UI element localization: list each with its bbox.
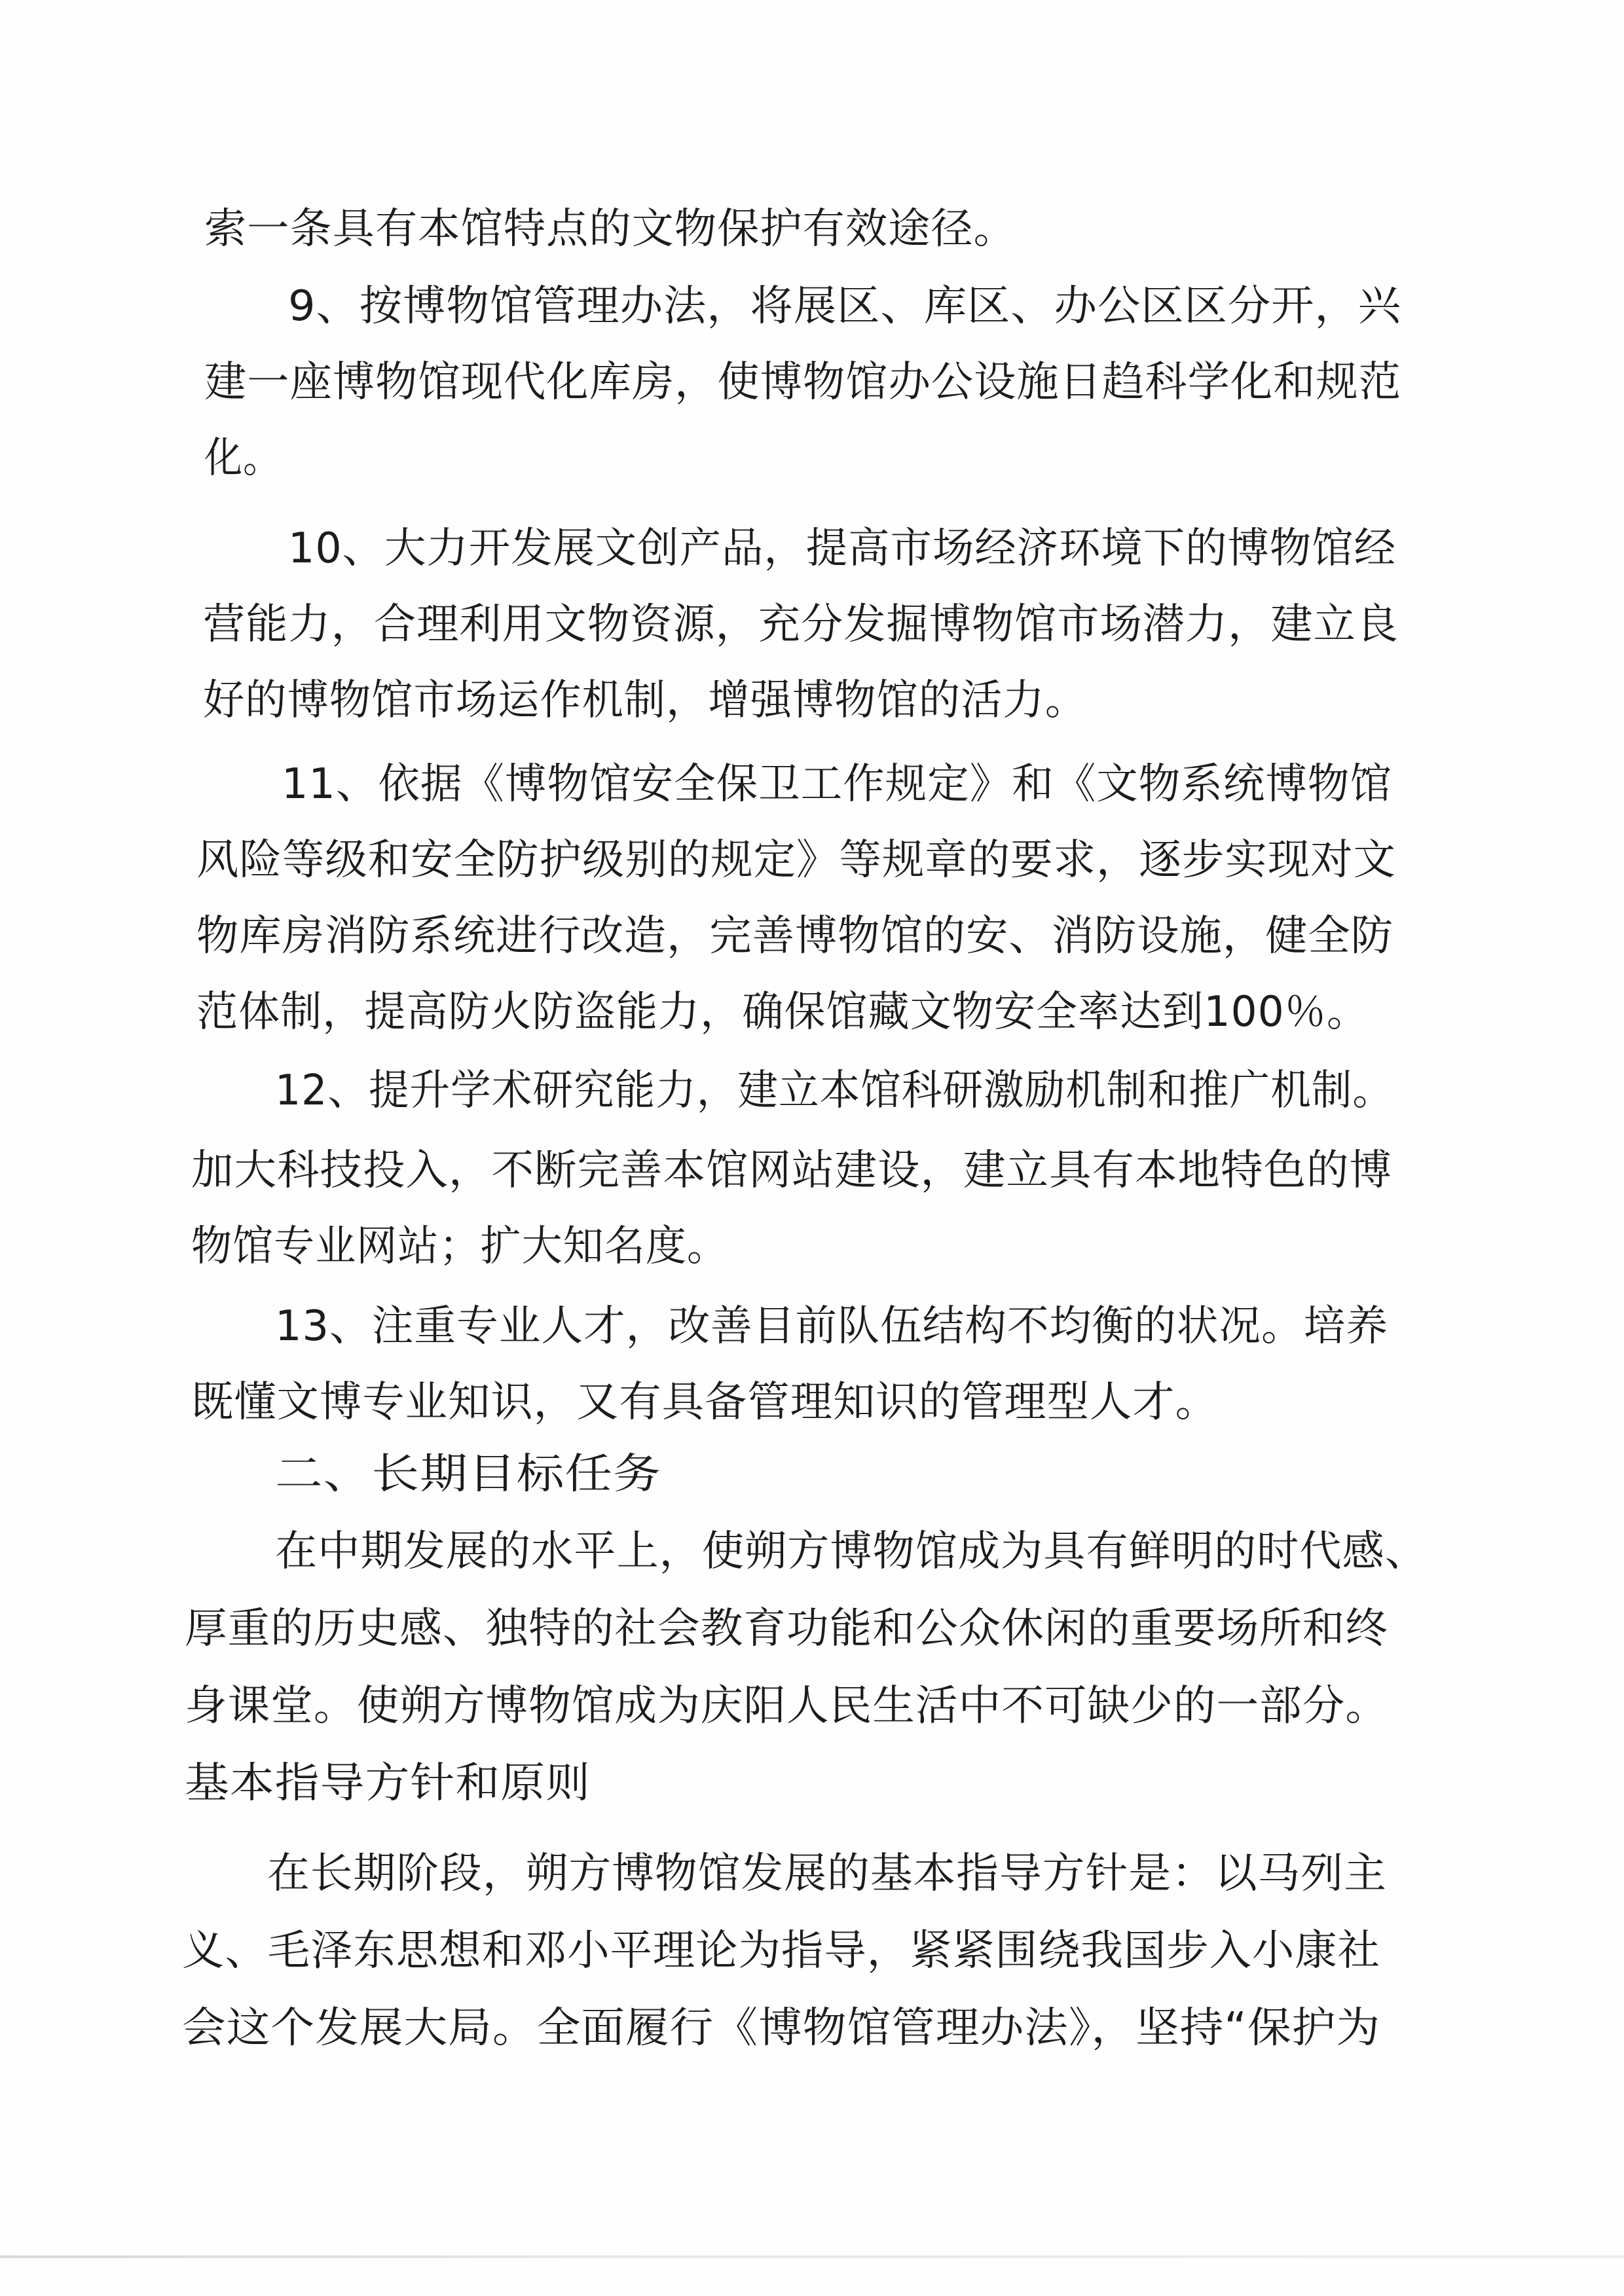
body-line-05: 10、大力开发展文创产品，提高市场经济环境下的博物馆经 <box>288 524 1397 573</box>
body-line-07: 好的博物馆市场运作机制，增强博物馆的活力。 <box>203 676 1087 725</box>
body-line-16: 既懂文博专业知识，又有具备管理知识的管理型人才。 <box>191 1378 1218 1427</box>
body-line-18: 在中期发展的水平上，使朔方博物馆成为具有鲜明的时代感、 <box>275 1527 1428 1576</box>
body-line-02: 9、按博物馆管理办法，将展区、库区、办公区区分开，兴 <box>288 282 1402 331</box>
body-line-04: 化。 <box>204 434 282 483</box>
body-line-06: 营能力，合理利用文物资源，充分发掘博物馆市场潜力，建立良 <box>203 600 1399 649</box>
scan-edge-line <box>0 2255 1624 2258</box>
body-line-01: 索一条具有本馆特点的文物保护有效途径。 <box>204 205 1016 253</box>
body-line-03: 建一座博物馆现代化库房，使博物馆办公设施日趋科学化和规范 <box>204 358 1402 407</box>
body-line-22: 在长期阶段，朔方博物馆发展的基本指导方针是：以马列主 <box>267 1850 1387 1898</box>
body-line-09: 风险等级和安全防护级别的规定》等规章的要求，逐步实现对文 <box>196 836 1397 884</box>
body-line-10: 物库房消防系统进行改造，完善博物馆的安、消防设施，健全防 <box>196 912 1394 960</box>
body-line-14: 物馆专业网站；扩大知名度。 <box>191 1222 728 1271</box>
body-line-20: 身课堂。使朔方博物馆成为庆阳人民生活中不可缺少的一部分。 <box>185 1682 1389 1730</box>
body-line-24: 会这个发展大局。全面履行《博物馆管理办法》，坚持“保护为 <box>182 2004 1381 2052</box>
body-line-15: 13、注重专业人才，改善目前队伍结构不均衡的状况。培养 <box>275 1302 1389 1351</box>
body-line-23: 义、毛泽东思想和邓小平理论为指导，紧紧围绕我国步入小康社 <box>182 1927 1381 1975</box>
body-line-11: 范体制，提高防火防盗能力，确保馆藏文物安全率达到100％。 <box>196 988 1369 1036</box>
body-line-08: 11、依据《博物馆安全保卫工作规定》和《文物系统博物馆 <box>282 760 1392 809</box>
section-heading: 二、长期目标任务 <box>275 1450 661 1499</box>
body-line-13: 加大科技投入，不断完善本馆网站建设，建立具有本地特色的博 <box>191 1146 1393 1195</box>
body-line-19: 厚重的历史感、独特的社会教育功能和公众休闲的重要场所和终 <box>185 1605 1389 1653</box>
subsection-heading: 基本指导方针和原则 <box>185 1759 591 1808</box>
body-line-12: 12、提升学术研究能力，建立本馆科研激励机制和推广机制。 <box>275 1066 1393 1115</box>
